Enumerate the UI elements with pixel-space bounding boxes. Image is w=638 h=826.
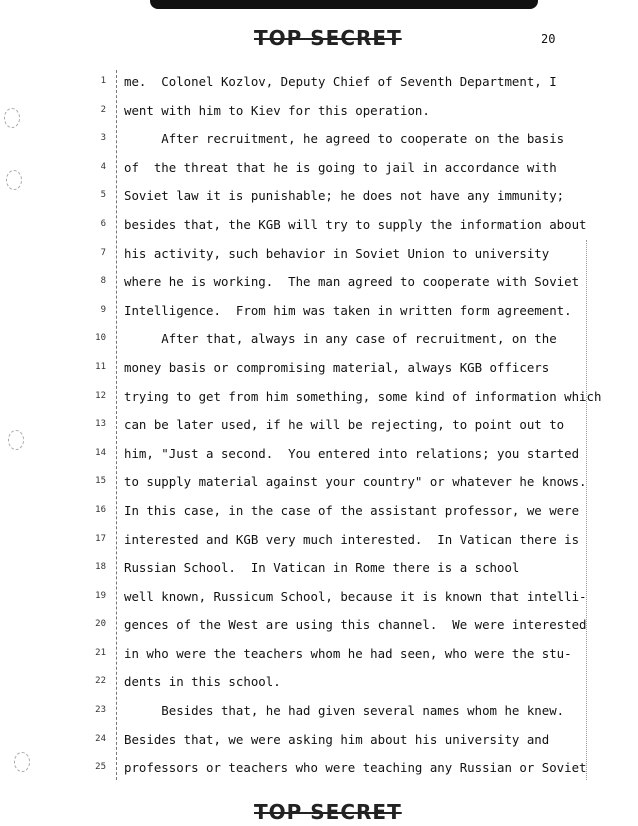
line-number: 25: [95, 762, 106, 773]
top-secret-stamp-footer: TOP SECRET: [254, 800, 402, 824]
transcript-line: [0, 215, 638, 244]
line-text: Besides that, he had given several names whom he knew.: [124, 703, 565, 719]
top-secret-stamp-header: TOP SECRET: [254, 26, 402, 50]
line-number: 11: [95, 361, 106, 372]
line-text: In this case, in the case of the assistant professor, we were: [124, 502, 580, 518]
line-text: can be later used, if he will be rejecting, to point out to: [124, 417, 565, 433]
line-number: 3: [100, 133, 106, 144]
transcript-line: [0, 530, 638, 559]
transcript-line: [0, 101, 638, 130]
line-text: Besides that, we were asking him about his university and: [124, 731, 550, 747]
line-text: Russian School. In Vatican in Rome there is a school: [124, 560, 520, 576]
line-text: where he is working. The man agreed to cooperate with Soviet: [124, 274, 580, 290]
transcript-line: [0, 72, 638, 101]
line-number: 14: [95, 447, 106, 458]
transcript-line: [0, 129, 638, 158]
transcript-line: [0, 730, 638, 759]
line-text: his activity, such behavior in Soviet Union to university: [124, 245, 550, 261]
transcript-line: [0, 272, 638, 301]
transcript-line: [0, 358, 638, 387]
transcript-line: [0, 672, 638, 701]
line-number: 7: [100, 247, 106, 258]
line-text: dents in this school.: [124, 674, 281, 690]
line-number: 15: [95, 476, 106, 487]
transcript-line: [0, 758, 638, 787]
line-text: Intelligence. From him was taken in written form agreement.: [124, 302, 572, 318]
line-number: 13: [95, 419, 106, 430]
transcript-line: [0, 158, 638, 187]
transcript-line: [0, 558, 638, 587]
line-number: 16: [95, 504, 106, 515]
line-text: well known, Russicum School, because it is known that intelli-: [124, 588, 587, 604]
transcript-line: [0, 587, 638, 616]
line-text: besides that, the KGB will try to supply the information about: [124, 216, 587, 232]
transcript-line: [0, 472, 638, 501]
line-number: 10: [95, 333, 106, 344]
line-text: me. Colonel Kozlov, Deputy Chief of Seventh Department, I: [124, 74, 557, 89]
transcript-line: [0, 644, 638, 673]
line-text: interested and KGB very much interested. In Vatican there is: [124, 531, 580, 547]
transcript-line: [0, 615, 638, 644]
transcript-line: [0, 415, 638, 444]
line-number: 24: [95, 733, 106, 744]
line-number: 17: [95, 533, 106, 544]
line-number: 2: [100, 104, 106, 115]
line-text: money basis or compromising material, always KGB officers: [124, 359, 550, 375]
line-number: 5: [100, 190, 106, 201]
line-text: After recruitment, he agreed to cooperate on the basis: [124, 131, 565, 147]
line-number: 20: [95, 619, 106, 630]
transcript-line: [0, 501, 638, 530]
line-text: to supply material against your country" or whatever he knows.: [124, 474, 587, 490]
line-number: 22: [95, 676, 106, 687]
page-number: 20: [541, 32, 556, 46]
transcript-body: [0, 72, 638, 787]
line-text: in who were the teachers whom he had seen, who were the stu-: [124, 645, 572, 661]
transcript-line: [0, 387, 638, 416]
line-text: went with him to Kiev for this operation.: [124, 102, 430, 118]
line-number: 12: [95, 390, 106, 401]
line-text: him, "Just a second. You entered into relations; you started: [124, 445, 580, 461]
transcript-line: [0, 701, 638, 730]
transcript-line: [0, 329, 638, 358]
line-text: After that, always in any case of recruitment, on the: [124, 331, 557, 347]
transcript-line: [0, 186, 638, 215]
line-number: 8: [100, 276, 106, 287]
line-number: 6: [100, 218, 106, 229]
scan-edge-bar: [150, 0, 538, 9]
line-number: 18: [95, 562, 106, 573]
line-text: gences of the West are using this channel. We were interested: [124, 617, 587, 633]
line-text: Soviet law it is punishable; he does not have any immunity;: [124, 188, 565, 204]
line-number: 23: [95, 705, 106, 716]
line-number: 21: [95, 647, 106, 658]
line-number: 1: [100, 76, 106, 86]
line-text: trying to get from him something, some kind of information which: [124, 388, 602, 404]
transcript-line: [0, 301, 638, 330]
line-number: 4: [100, 161, 106, 172]
line-text: professors or teachers who were teaching any Russian or Soviet: [124, 760, 587, 776]
line-number: 9: [100, 304, 106, 315]
transcript-line: [0, 444, 638, 473]
line-number: 19: [95, 590, 106, 601]
line-text: of the threat that he is going to jail in accordance with: [124, 159, 557, 175]
transcript-line: [0, 244, 638, 273]
